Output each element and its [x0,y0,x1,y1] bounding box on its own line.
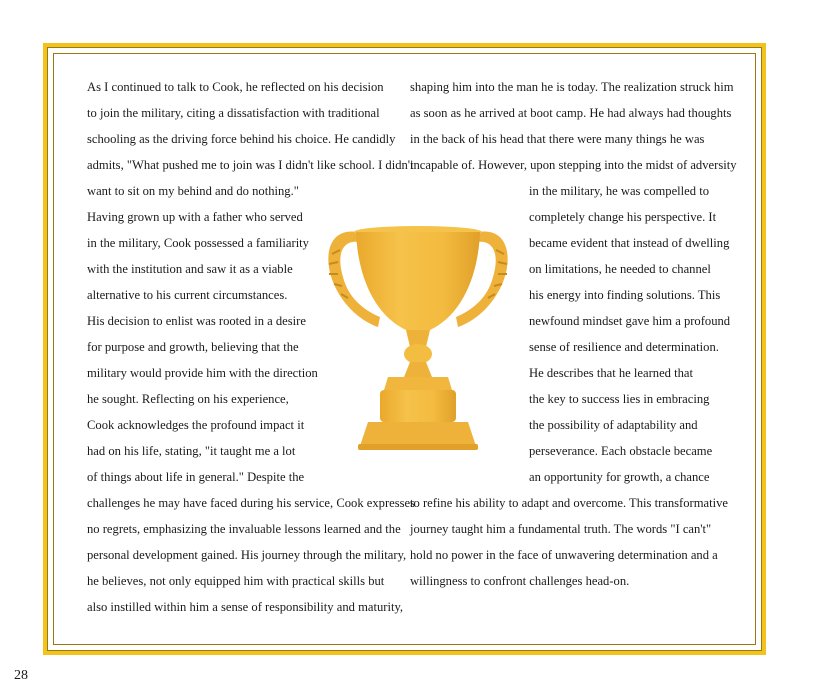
right-text-line: became evident that instead of dwelling [529,236,730,250]
left-text-line: challenges he may have faced during his service, Cook expresses [87,496,416,510]
left-text-line: also instilled within him a sense of responsibility and maturity, [87,600,404,614]
right-text-line: hold no power in the face of unwavering determination and a [410,548,718,562]
left-text-line: of things about life in general." Despite the [87,470,305,484]
right-text-line: as soon as he arrived at boot camp. He had always had thoughts [410,106,732,120]
right-text-line: his energy into finding solutions. This [529,288,721,302]
right-text-line: in the back of his head that there were many things he was [410,132,705,146]
left-text-line: His decision to enlist was rooted in a desire [87,314,306,328]
left-text-line: he believes, not only equipped him with practical skills but [87,574,385,588]
right-text-line: the key to success lies in embracing [529,392,710,406]
left-text-line: with the institution and saw it as a viable [87,262,293,276]
right-text-line: completely change his perspective. It [529,210,717,224]
right-text-line: in the military, he was compelled to [529,184,709,198]
right-text-line: incapable of. However, upon stepping into the midst of adversity [410,158,737,172]
left-text-line: he sought. Reflecting on his experience, [87,392,289,406]
left-text-line: As I continued to talk to Cook, he reflected on his decision [87,80,384,94]
left-text-line: in the military, Cook possessed a familiarity [87,236,309,250]
right-text-line: an opportunity for growth, a chance [529,470,710,484]
left-text-line: want to sit on my behind and do nothing." [87,184,299,198]
left-text-line: admits, "What pushed me to join was I didn't like school. I didn't [87,158,414,172]
right-text-line: to refine his ability to adapt and overcome. This transformative [410,496,729,510]
left-text-line: had on his life, stating, "it taught me a lot [87,444,296,458]
left-text-line: Cook acknowledges the profound impact it [87,418,305,432]
right-text-line: newfound mindset gave him a profound [529,314,731,328]
right-text-line: perseverance. Each obstacle became [529,444,713,458]
left-text-line: Having grown up with a father who served [87,210,303,224]
trophy-icon [318,212,518,454]
right-text-line: sense of resilience and determination. [529,340,719,354]
left-text-line: for purpose and growth, believing that the [87,340,299,354]
left-text-line: to join the military, citing a dissatisfaction with traditional [87,106,380,120]
left-text-line: no regrets, emphasizing the invaluable lessons learned and the [87,522,401,536]
left-text-line: military would provide him with the direction [87,366,318,380]
right-text-line: journey taught him a fundamental truth. The words "I can't" [410,522,712,536]
right-text-line: willingness to confront challenges head-on. [410,574,630,588]
right-text-line: He describes that he learned that [529,366,693,380]
page-number: 28 [14,668,28,683]
right-text-line: shaping him into the man he is today. The realization struck him [410,80,734,94]
left-text-line: personal development gained. His journey through the military, [87,548,407,562]
left-text-line: alternative to his current circumstances. [87,288,288,302]
right-text-line: the possibility of adaptability and [529,418,698,432]
right-text-line: on limitations, he needed to channel [529,262,711,276]
left-text-line: schooling as the driving force behind his choice. He candidly [87,132,396,146]
